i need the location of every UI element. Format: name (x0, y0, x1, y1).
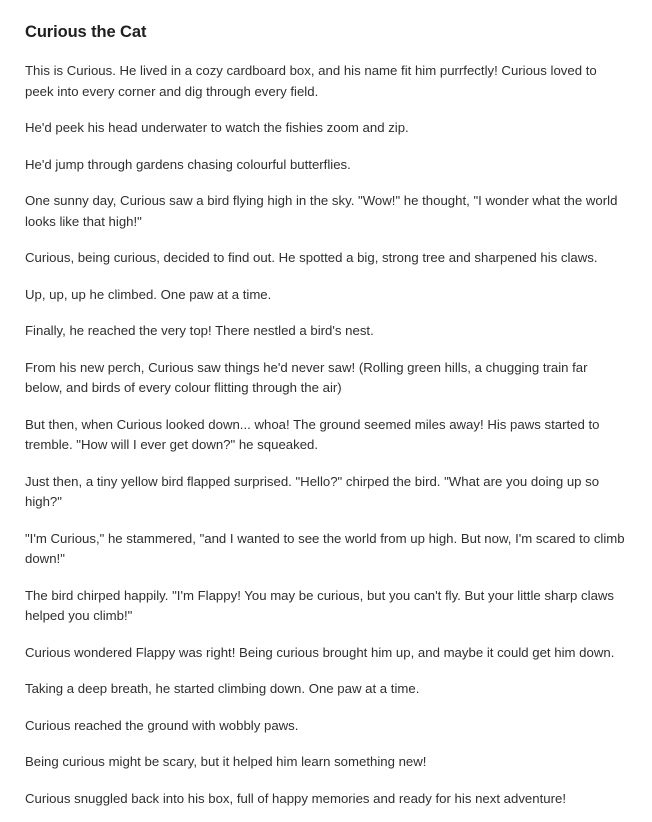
story-paragraph: Finally, he reached the very top! There nestled a bird's nest. (25, 323, 374, 338)
story-paragraph: This is Curious. He lived in a cozy cardboard box, and his name fit him purrfectly! Curious loved to peek into every corner and dig through every field. (25, 63, 597, 99)
story-paragraph: Curious wondered Flappy was right! Being curious brought him up, and maybe it could get him down. (25, 644, 615, 660)
story-paragraph: Up, up, up he climbed. One paw at a time. (25, 286, 272, 302)
story-paragraph: Being curious might be scary, but it helped him learn something new! (25, 754, 427, 769)
story-paragraph: Curious, being curious, decided to find out. He spotted a big, strong tree and sharpened his claws. (25, 250, 598, 265)
story-paragraph: Curious reached the ground with wobbly paws. (25, 717, 299, 733)
story-paragraph: One sunny day, Curious saw a bird flying high in the sky. "Wow!" he thought, "I wonder what the world looks like that high!" (25, 193, 618, 229)
story-paragraph: Taking a deep breath, he started climbing down. One paw at a time. (25, 681, 420, 696)
story-title: Curious the Cat (25, 23, 147, 41)
story-paragraph: He'd peek his head underwater to watch the fishies zoom and zip. (25, 120, 409, 135)
story-paragraph: From his new perch, Curious saw things he'd never saw! (Rolling green hills, a chugging train far below, and birds of every colour flitting through the air) (25, 359, 588, 395)
story-paragraph: But then, when Curious looked down... whoa! The ground seemed miles away! His paws started to tremble. "How will I ever get down?" he squeaked. (25, 416, 600, 452)
story-paragraph: Curious snuggled back into his box, full of happy memories and ready for his next adventure! (25, 790, 566, 806)
story-paragraph: He'd jump through gardens chasing colourful butterflies. (25, 156, 351, 172)
story-paragraph: Just then, a tiny yellow bird flapped surprised. "Hello?" chirped the bird. "What are you doing up so high?" (25, 473, 600, 509)
story-paragraph: "I'm Curious," he stammered, "and I wanted to see the world from up high. But now, I'm scared to climb down!" (25, 530, 625, 566)
story-paragraph: The bird chirped happily. "I'm Flappy! You may be curious, but you can't fly. But your little sharp claws helped you climb!" (25, 587, 615, 623)
story-body (25, 61, 627, 809)
